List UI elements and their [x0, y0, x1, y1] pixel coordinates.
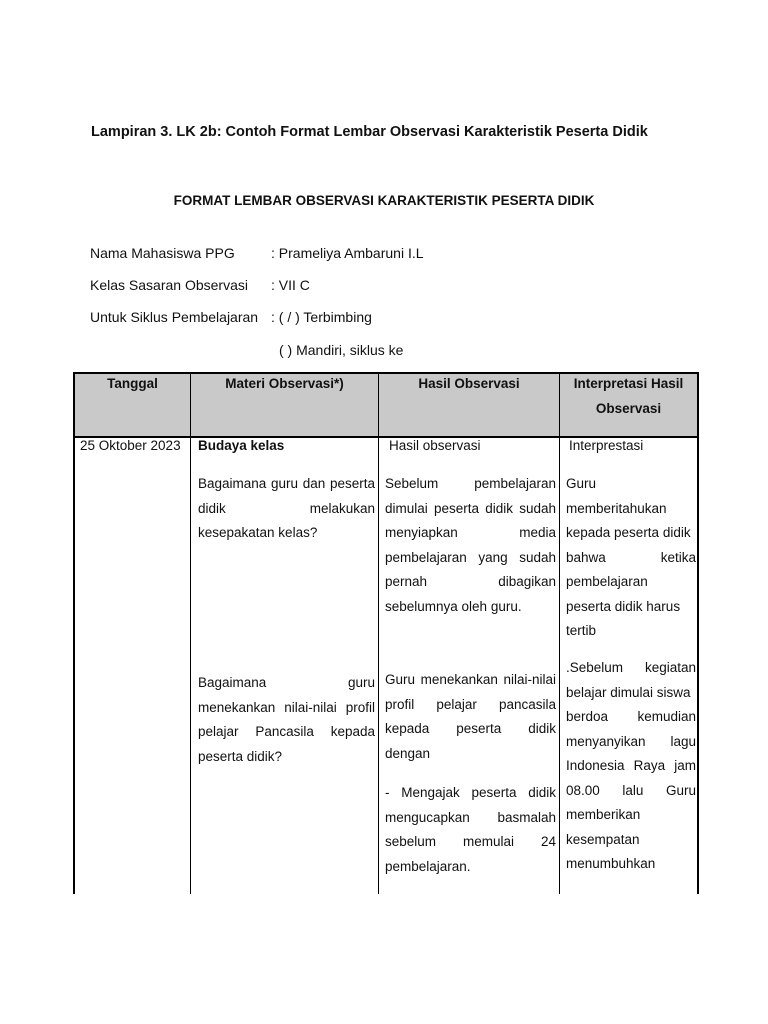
table-border-left: [73, 372, 75, 894]
interpretation-2-line: belajar dimulai siswa: [566, 684, 691, 700]
header-interpretasi-line1: Interpretasi Hasil: [573, 376, 684, 391]
question-1: [198, 472, 375, 546]
interpretation-1-line: peserta didik harus: [566, 598, 681, 614]
table-col-divider-3: [559, 372, 560, 894]
interpretation-1-line: kepada peserta didik: [566, 525, 691, 540]
interpretation-1-line: bahwa ketika: [566, 549, 696, 565]
table-col-divider-2: [378, 372, 379, 894]
interpretation-1: [566, 472, 696, 644]
answer-1-line: pernah dibagikan: [385, 574, 556, 589]
interpretation-2-line: kesempatan: [566, 831, 640, 847]
question-2-line: pelajar Pancasila kepada: [198, 724, 375, 739]
document-heading: Lampiran 3. LK 2b: Contoh Format Lembar Observasi Karakteristik Peserta Didik: [91, 124, 648, 140]
question-2-line: Bagaimana guru: [198, 675, 375, 690]
interpretation-2-line: menumbuhkan: [566, 856, 656, 871]
cell-interpretation-title: Interprestasi: [569, 438, 644, 453]
interpretation-1-line: memberitahukan: [566, 500, 667, 516]
answer-3-line: mengucapkan basmalah: [385, 809, 556, 825]
interpretation-1-line: Guru: [566, 476, 597, 491]
answer-1-line: pembelajaran yang sudah: [385, 549, 556, 565]
table-col-divider-1: [190, 372, 191, 894]
interpretation-2-line: berdoa kemudian: [566, 709, 696, 724]
form-title: FORMAT LEMBAR OBSERVASI KARAKTERISTIK PESERTA DIDIK: [173, 193, 595, 208]
interpretation-2-line: memberikan: [566, 807, 641, 822]
interpretation-1-line: tertib: [566, 623, 597, 638]
answer-2: [385, 668, 556, 766]
cell-date: 25 Oktober 2023: [80, 438, 181, 453]
question-1-line: didik melakukan: [198, 500, 375, 516]
student-name-label: Nama Mahasiswa PPG: [90, 245, 235, 261]
interpretation-2-line: 08.00 lalu Guru: [566, 782, 696, 798]
cell-topic-title: Budaya kelas: [198, 438, 285, 453]
header-hasil-observasi: Hasil Observasi: [418, 376, 520, 391]
header-interpretasi-line2: Observasi: [595, 401, 662, 416]
answer-3-line: - Mengajak peserta didik: [385, 785, 556, 800]
header-tanggal: Tanggal: [107, 376, 158, 391]
class-label: Kelas Sasaran Observasi: [90, 277, 248, 293]
answer-2-line: kepada peserta didik: [385, 721, 556, 736]
cell-result-title: Hasil observasi: [389, 438, 481, 453]
interpretation-2-line: .Sebelum kegiatan: [566, 660, 696, 675]
answer-3-line: pembelajaran.: [385, 858, 471, 874]
question-2: [198, 671, 375, 769]
question-1-line: Bagaimana guru dan peserta: [198, 476, 375, 491]
question-2-line: peserta didik?: [198, 748, 283, 764]
header-materi-observasi: Materi Observasi*): [225, 376, 344, 391]
answer-2-line: Guru menekankan nilai-nilai: [385, 672, 556, 687]
class-value: : VII C: [271, 277, 310, 293]
answer-2-line: dengan: [385, 745, 431, 761]
student-name-value: : Prameliya Ambaruni I.L: [271, 245, 424, 261]
cycle-label: Untuk Siklus Pembelajaran: [90, 309, 259, 325]
answer-2-line: profil pelajar pancasila: [385, 696, 556, 712]
answer-1-line: menyiapkan media: [385, 525, 556, 540]
answer-1-line: sebelumnya oleh guru.: [385, 598, 522, 614]
interpretation-1-line: pembelajaran: [566, 574, 648, 589]
cycle-guided-value: : ( / ) Terbimbing: [271, 309, 372, 325]
interpretation-2: [566, 656, 696, 877]
interpretation-2-line: menyanyikan lagu: [566, 733, 696, 749]
answer-1: [385, 472, 556, 619]
table-border-right: [697, 372, 699, 894]
answer-3-line: sebelum memulai 24: [385, 834, 556, 849]
interpretation-2-line: Indonesia Raya jam: [566, 758, 696, 773]
answer-1-line: dimulai peserta didik sudah: [385, 500, 556, 516]
question-2-line: menekankan nilai-nilai profil: [198, 699, 375, 715]
answer-3: [385, 781, 556, 879]
cycle-independent-value: ( ) Mandiri, siklus ke: [279, 342, 404, 358]
question-1-line: kesepakatan kelas?: [198, 525, 318, 540]
answer-1-line: Sebelum pembelajaran: [385, 476, 556, 491]
